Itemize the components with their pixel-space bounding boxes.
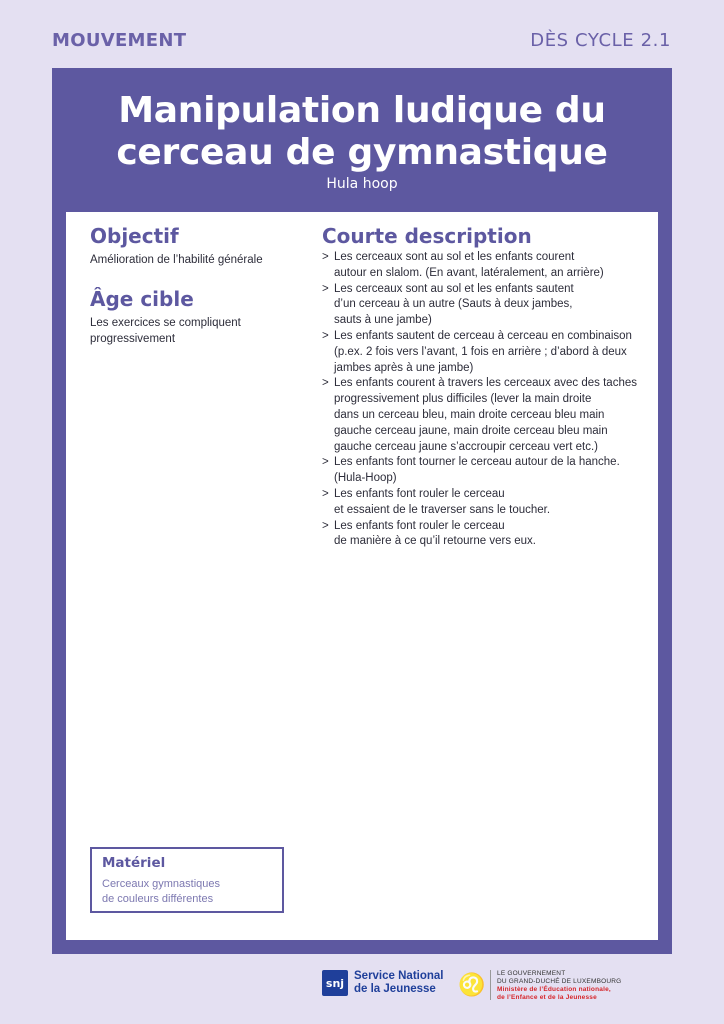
cycle-label: DÈS CYCLE 2.1 bbox=[530, 30, 671, 51]
gov-line-1: LE GOUVERNEMENT bbox=[497, 970, 566, 977]
title-line-1: Manipulation ludique du bbox=[118, 90, 606, 131]
materiel-heading: Matériel bbox=[102, 855, 166, 871]
list-item: > Les enfants courent à travers les cerceaux avec des taches progressivement plus difficiles (lever la main droite dans un cerceau bleu, main droite cerceau bleu main gauche cerceau jaune, main droite cerceau bleu main gauche cerceau jaune s’accroupir cerceau vert etc.) bbox=[322, 376, 642, 455]
page-title bbox=[52, 90, 672, 174]
description-heading: Courte description bbox=[322, 224, 532, 248]
materiel-text: Cerceaux gymnastiques de couleurs différentes bbox=[102, 878, 221, 905]
gov-line-4: de l’Enfance et de la Jeunesse bbox=[497, 994, 597, 1001]
title-line-2: cerceau de gymnastique bbox=[116, 132, 608, 173]
materiel-box bbox=[90, 847, 284, 913]
list-item: > Les enfants sautent de cerceau à cerceau en combinaison (p.ex. 2 fois vers l’avant, 1 fois en arrière ; d’abord à deux jambes après à une jambe) bbox=[322, 329, 642, 376]
list-item: > Les cerceaux sont au sol et les enfants courent autour en slalom. (En avant, latéralement, an arrière) bbox=[322, 250, 642, 282]
list-item: > Les enfants font rouler le cerceau de manière à ce qu’il retourne vers eux. bbox=[322, 519, 642, 551]
snj-logo: snj bbox=[322, 970, 348, 996]
list-item: > Les cerceaux sont au sol et les enfants sautent d’un cerceau à un autre (Sauts à deux jambes, sauts à une jambe) bbox=[322, 282, 642, 329]
description-list bbox=[322, 250, 642, 550]
age-heading: Âge cible bbox=[90, 287, 194, 311]
content-panel bbox=[66, 212, 658, 940]
government-text bbox=[497, 970, 621, 1002]
government-logo-block bbox=[458, 970, 621, 1002]
page-subtitle: Hula hoop bbox=[326, 176, 398, 192]
category-label: MOUVEMENT bbox=[52, 30, 187, 51]
snj-name: Service National de la Jeunesse bbox=[354, 970, 444, 995]
lion-icon: ♌ bbox=[458, 972, 486, 997]
gov-line-2: DU GRAND-DUCHÉ DE LUXEMBOURG bbox=[497, 978, 622, 985]
list-item: > Les enfants font rouler le cerceau et essaient de le traverser sans le toucher. bbox=[322, 487, 642, 519]
age-text: Les exercices se compliquent progressivement bbox=[90, 317, 241, 345]
list-item: > Les enfants font tourner le cerceau autour de la hanche. (Hula-Hoop) bbox=[322, 455, 642, 487]
activity-card bbox=[52, 68, 672, 954]
objectif-text: Amélioration de l’habilité générale bbox=[90, 254, 263, 266]
snj-logo-block bbox=[322, 970, 443, 996]
objectif-heading: Objectif bbox=[90, 224, 179, 248]
divider bbox=[490, 970, 491, 1000]
gov-line-3: Ministère de l’Éducation nationale, bbox=[497, 986, 611, 993]
